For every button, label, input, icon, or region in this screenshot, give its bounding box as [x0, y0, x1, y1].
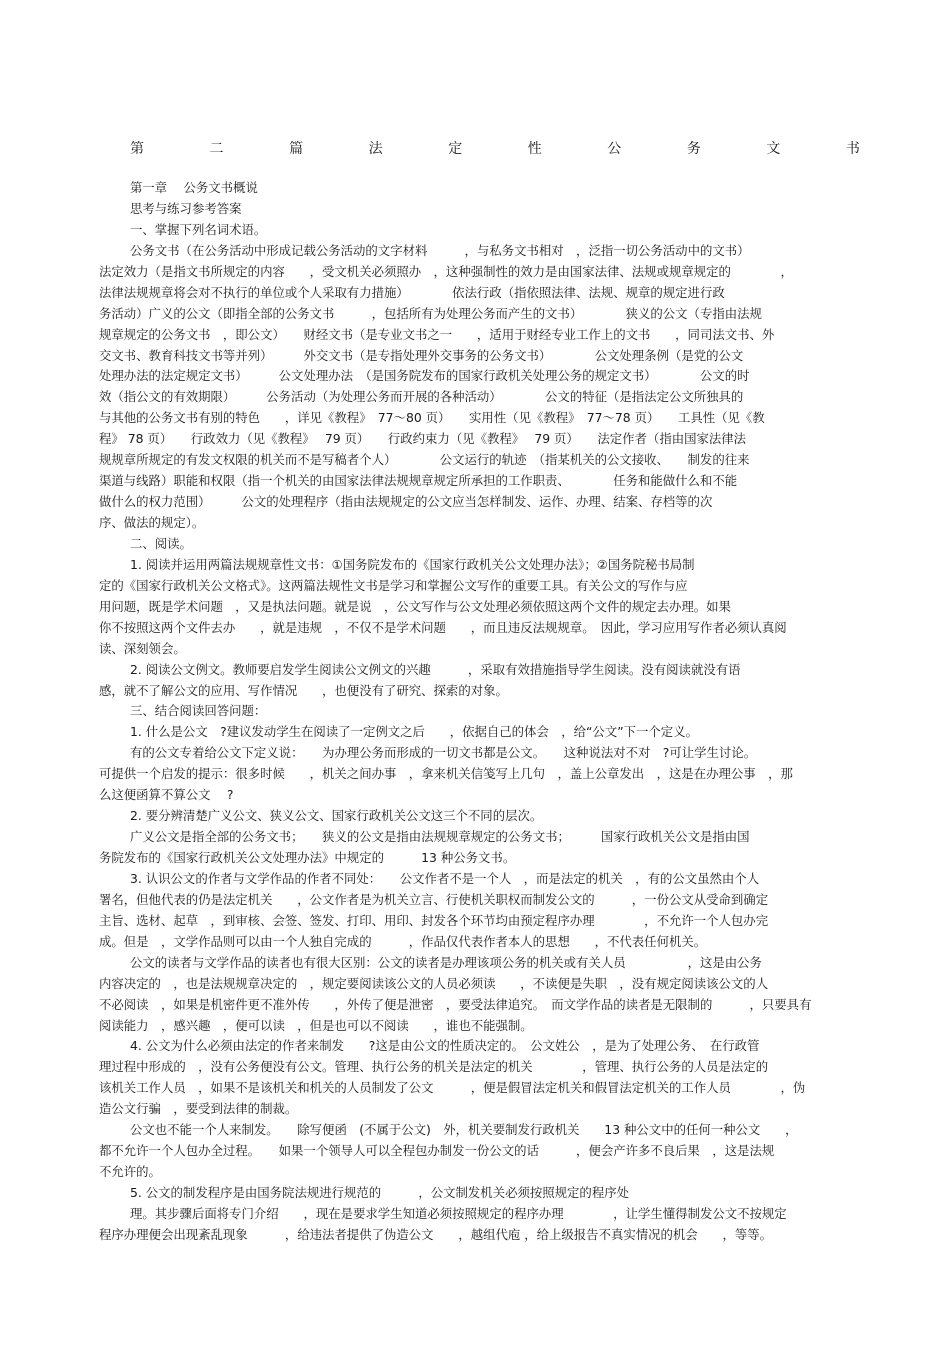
- text-line: 渠道与线路）职能和权限（指一个机关的由国家法律法规规章规定所承担的工作职责、 任务和能做什么和不能: [99, 473, 738, 489]
- text-line: 么这便函算不算公文 ?: [99, 787, 234, 803]
- text-line: 务活动）广义的公文（即指全部的公务文书 ，包括所有为处理公务而产生的文书） 狭义的公文（专指由法规: [99, 305, 762, 321]
- text-line: 规规章所规定的有发文权限的机关而不是写稿者个人） 公文运行的轨迹 （指某机关的公文接收、 制发的往来: [99, 452, 750, 468]
- text-line: 务院发布的《国家行政机关公文处理办法》中规定的 13 种公务文书。: [99, 850, 516, 865]
- text-line: 有的公文专着给公文下定义说： 为办理公务而形成的一切文书都是公文。 这种说法对不对 ?可让学生讨论。: [130, 745, 757, 761]
- part-title-char: 公: [607, 141, 622, 157]
- part-title-char: 性: [527, 141, 542, 157]
- part-title-char: 书: [845, 141, 860, 157]
- text-line: 1. 什么是公文 ?建议发动学生在阅读了一定例文之后 ，依据自己的体会 ，给“公文”下一个定义。: [130, 724, 698, 740]
- part-title-char: 文: [766, 141, 781, 157]
- document-body: [99, 178, 855, 1246]
- part-title-char: 务: [686, 141, 701, 157]
- text-line: 程》 78 页） 行政效力（见《教程》 79 页） 行政约束力（见《教程》 79 页） 法定作者（指由国家法律法: [99, 431, 747, 447]
- text-line: 公文也不能一个人来制发。 除写便函 (不属于公文) 外，机关要制发行政机关 13 种公文中的任何一种公文 ，: [130, 1122, 798, 1138]
- text-line: 理。其步骤后面将专门介绍 ，现在是要求学生知道必须按照规定的程序办理 ，让学生懂得制发公文不按规定: [130, 1205, 787, 1221]
- text-line: 感，就不了解公文的应用、写作情况 ，也便没有了研究、探索的对象。: [99, 682, 508, 698]
- text-line: 不允许的。: [99, 1164, 161, 1180]
- text-line: 阅读能力 ，感兴趣 ，便可以读 ，但是也可以不阅读 ，谁也不能强制。: [99, 1017, 533, 1033]
- part-title: [130, 138, 860, 158]
- text-line: 署名，但他代表的仍是法定机关 ，公文作者是为机关立言、行使机关职权而制发公文的 ，一份公文从受命到确定: [99, 891, 769, 907]
- text-line: 处理办法的法定规定文书） 公文处理办法 （是国务院发布的国家行政机关处理公务的规定文书） 公文的时: [99, 368, 750, 384]
- part-title-char: 篇: [289, 141, 304, 157]
- text-line: 都不允许一个人包办全过程。 如果一个领导人可以全程包办制发一份公文的话 ，便会产许多不良后果 ，这是法规: [99, 1143, 775, 1159]
- part-title-char: 第: [130, 141, 144, 157]
- part-title-char: 定: [448, 141, 463, 157]
- text-line: 二、阅读。: [130, 535, 192, 551]
- text-line: 做什么的权力范围） 公文的处理程序（指由法规规定的公文应当怎样制发、运作、办理、结案、存档等的次: [99, 494, 713, 510]
- text-line: 公务文书（在公务活动中形成记载公务活动的文字材料 ，与私务文书相对 ，泛指一切公务活动中的文书）: [130, 242, 750, 258]
- text-line: 造公文行骗 ，要受到法律的制裁。: [99, 1101, 298, 1117]
- text-line: 与其他的公务文书有别的特色 ，详见《教程》 77～80 页） 实用性（见《教程》 77～78 页） 工具性（见《教: [99, 410, 765, 426]
- part-title-char: 二: [209, 141, 224, 157]
- text-line: 效（指公文的有效期限） 公务活动（为处理公务而开展的各种活动） 公文的特征（是指法定公文所独具的: [99, 389, 744, 405]
- text-line: 1. 阅读并运用两篇法规规章性文书：①国务院发布的《国家行政机关公文处理办法》；②国务院秘书局制: [130, 556, 695, 572]
- text-line: 序、做法的规定）。: [99, 515, 205, 530]
- text-line: 理过程中形成的 ，没有公务便没有公文。管理、执行公务的机关是法定的机关 ，管理、执行公务的人员是法定的: [99, 1059, 769, 1075]
- text-line: 定的《国家行政机关公文格式》。这两篇法规性文书是学习和掌握公文写作的重要工具。有关公文的写作与应: [99, 577, 688, 593]
- text-line: 可提供一个启发的提示：很多时候 ，机关之间办事 ，拿来机关信笺写上几句 ，盖上公章发出 ，这是在办理公事 ，那: [99, 766, 793, 782]
- text-line: 该机关工作人员 ，如果不是该机关和机关的人员制发了公文 ，便是假冒法定机关和假冒法定机关的工作人员 ，伪: [99, 1080, 806, 1096]
- text-line: 5. 公文的制发程序是由国务院法规进行规范的 ，公文制发机关必须按照规定的程序处: [130, 1185, 629, 1200]
- text-line: 2. 阅读公文例文。教师要启发学生阅读公文例文的兴趣 ，采取有效措施指导学生阅读。没有阅读就没有语: [130, 661, 741, 677]
- text-line: 2. 要分辨清楚广义公文、狭义公文、国家行政机关公文这三个不同的层次。: [130, 808, 543, 824]
- text-line: 一、掌握下列名词术语。: [130, 221, 267, 237]
- text-line: 广义公文是指全部的公务文书； 狭义的公文是指由法规规章规定的公务文书； 国家行政机关公文是指由国: [130, 829, 750, 845]
- part-title-char: 法: [368, 141, 383, 157]
- text-line: 主旨、选材、起草 ，到审核、会签、签发、打印、用印、封发各个环节均由预定程序办理 ，不允许一个人包办完: [99, 912, 769, 928]
- text-line: 内容决定的 ，也是法规规章决定的 ，规定要阅读该公文的人员必须读 ，不读便是失职 ，没有规定阅读该公文的人: [99, 975, 769, 991]
- text-line: 交文书、教育科技文书等并列） 外交文书（是专指处理外交事务的公务文书） 公文处理条例（是党的公文: [99, 347, 744, 363]
- text-line: 公文的读者与文学作品的读者也有很大区别：公文的读者是办理该项公务的机关或有关人员 ，这是由公务: [130, 954, 762, 970]
- text-line: 用问题，既是学术问题 ，又是执法问题。就是说 ，公文写作与公文处理必须依照这两个文件的规定去办理。如果: [99, 598, 731, 614]
- text-line: 你不按照这两个文件去办 ，就是违规 ，不仅不是学术问题 ，而且违反法规规章。 因此，学习应用写作者必须认真阅: [99, 619, 787, 635]
- text-line: 思考与练习参考答案: [130, 200, 242, 216]
- text-line: 三、结合阅读回答问题：: [130, 703, 267, 719]
- text-line: 法定效力（是指文书所规定的内容 ，受文机关必须照办 ，这种强制性的效力是由国家法律、法规或规章规定的 ，: [99, 263, 793, 279]
- text-line: 3. 认识公文的作者与文学作品的作者不同处： 公文作者不是一个人 ，而是法定的机关 ，有的公文虽然由个人: [130, 870, 760, 886]
- text-line: 4. 公文为什么必须由法定的作者来制发 ?这是由公文的性质决定的。 公文姓公 ，是为了处理公务、 在行政管: [130, 1038, 760, 1054]
- text-line: 读、深刻领会。: [99, 640, 186, 656]
- text-line: 规章规定的公务文书 ，即公文） 财经文书（是专业文书之一 ，适用于财经专业工作上的文书 ，同司法文书、外: [99, 326, 775, 342]
- text-line: 成。但是 ，文学作品则可以由一个人独自完成的 ，作品仅代表作者本人的思想 ，不代表任何机关。: [99, 933, 707, 949]
- text-line: 程序办理便会出现紊乱现象 ，给违法者提供了伪造公文 ，越组代庖 ，给上级报告不真实情况的机会 ，等等。: [99, 1226, 773, 1242]
- text-line: 法律法规规章将会对不执行的单位或个人采取有力措施） 依法行政（指依照法律、法规、规章的规定进行政: [99, 284, 725, 300]
- text-line: 不必阅读 ，如果是机密件更不准外传 ，外传了便是泄密 ，要受法律追究。 而文学作品的读者是无限制的 ，只要具有: [99, 996, 812, 1012]
- text-line: 第一章 公务文书概说: [130, 180, 258, 195]
